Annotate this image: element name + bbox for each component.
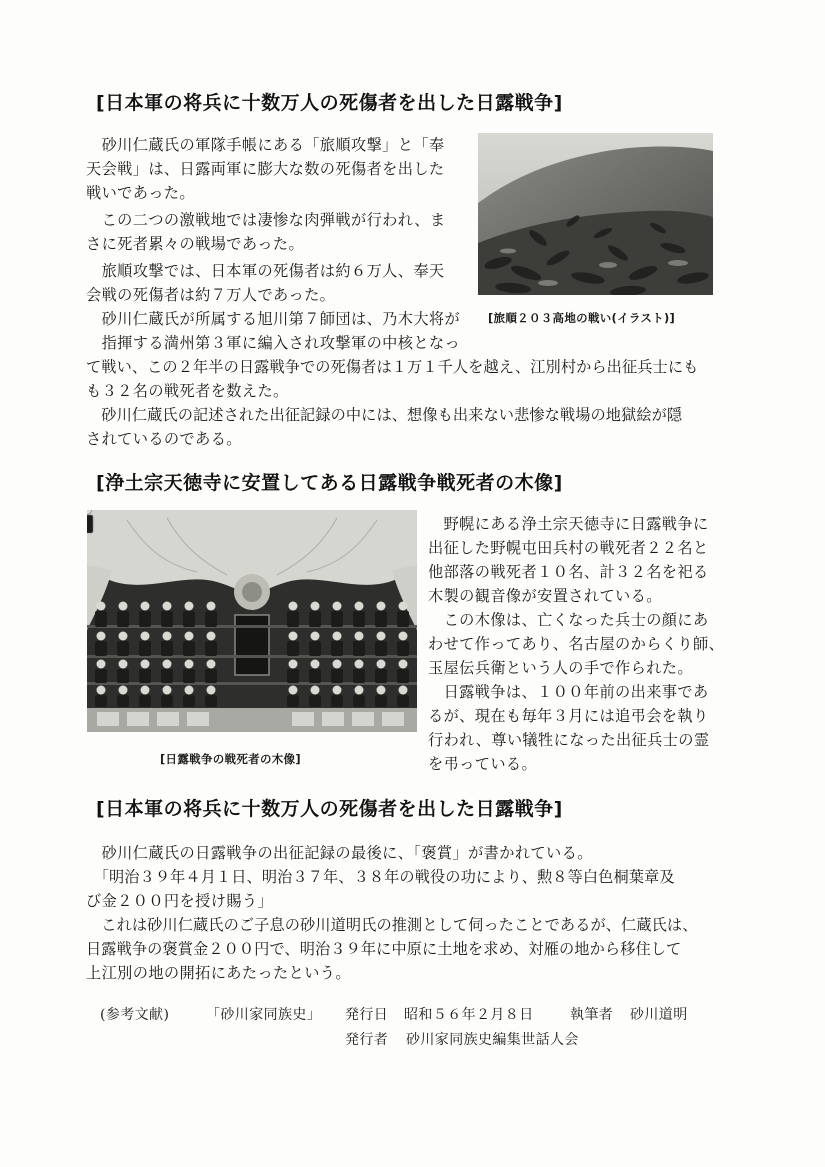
section2-line: この木像は、亡くなった兵士の顔にあ — [428, 611, 709, 629]
wooden-statues-photo — [87, 510, 417, 732]
section2-line: 木製の観音像が安置されている。 — [428, 587, 662, 605]
section1-line: 天会戦」は、日露両軍に膨大な数の死傷者を出した — [86, 160, 445, 178]
section1-line: 砂川仁蔵氏が所属する旭川第７師団は、乃木大将が — [86, 310, 461, 328]
section1-line: 指揮する満州第３軍に編入され攻撃軍の中核となっ — [86, 334, 461, 352]
section3-line: 「明治３９年４月１日、明治３７年、３８年の戦役の功により、勲８等白色桐葉章及 — [86, 868, 675, 886]
reference-publisher-label: 発行者 — [345, 1032, 389, 1048]
reference-published-label: 発行日 — [345, 1007, 389, 1023]
section3-line: 上江別の地の開拓にあたったという。 — [86, 964, 351, 982]
section3-line: び金２００円を授け賜う」 — [86, 892, 274, 910]
section2-line: を弔っている。 — [428, 755, 538, 773]
reference-publisher: 砂川家同族史編集世話人会 — [406, 1032, 579, 1048]
reference-label: (参考文献) — [100, 1007, 170, 1023]
section1-line: されているのである。 — [86, 430, 242, 448]
section1-heading: [日本軍の将兵に十数万人の死傷者を出した日露戦争] — [96, 92, 563, 114]
section2-line: 出征した野幌屯田兵村の戦死者２２名と — [428, 539, 709, 557]
section1-line: 旅順攻撃では、日本軍の死傷者は約６万人、奉天 — [86, 262, 445, 280]
section2-heading: [浄土宗天徳寺に安置してある日露戦争戦死者の木像] — [96, 472, 563, 494]
section3-heading: [日本軍の将兵に十数万人の死傷者を出した日露戦争] — [96, 798, 563, 820]
reference-author: 砂川道明 — [630, 1007, 688, 1023]
reference-author-label: 執筆者 — [570, 1007, 614, 1023]
section1-line: 戦いであった。 — [86, 184, 195, 202]
section2-line: るが、現在も毎年３月には追弔会を執り — [428, 707, 709, 725]
section3-line: これは砂川仁蔵氏のご子息の砂川道明氏の推測として伺ったことであるが、仁蔵氏は、 — [86, 916, 698, 934]
section1-line: さに死者累々の戦場であった。 — [86, 235, 305, 253]
wooden-statues-caption: [日露戦争の戦死者の木像] — [160, 752, 301, 766]
section2-line: 行われ、尊い犠牲になった出征兵士の霊 — [428, 731, 710, 749]
section1-line: 会戦の死傷者は約７万人であった。 — [86, 286, 336, 304]
section2-line: 日露戦争は、１００年前の出来事であ — [428, 683, 709, 701]
section1-line: この二つの激戦地では凄惨な肉弾戦が行われ、ま — [86, 211, 446, 229]
reference-title: 「砂川家同族史」 — [206, 1007, 322, 1023]
section3-line: 日露戦争の褒賞金２００円で、明治３９年に中原に土地を求め、対雁の地から移住して — [86, 940, 682, 958]
section2-line: 他部落の戦死者１０名、計３２名を祀る — [428, 563, 709, 581]
section1-line: 砂川仁蔵氏の記述された出征記録の中には、想像も出来ない悲惨な戦場の地獄絵が隠 — [86, 406, 683, 424]
section2-line: わせて作ってあり、名古屋のからくり師、 — [428, 635, 725, 653]
section2-line: 野幌にある浄土宗天徳寺に日露戦争に — [428, 515, 709, 533]
section1-line: て戦い、この２年半の日露戦争での死傷者は１万１千人を越え、江別村から出征兵士にも — [86, 358, 699, 376]
battle-203-hill-illustration — [478, 133, 713, 295]
battle-illustration-caption: [旅順２０３高地の戦い(イラスト)] — [488, 311, 676, 325]
section3-line: 砂川仁蔵氏の日露戦争の出征記録の最後に、「褒賞」が書かれている。 — [86, 844, 593, 862]
reference-published-date: 昭和５６年２月８日 — [404, 1007, 534, 1023]
section2-line: 玉屋伝兵衛という人の手で作られた。 — [428, 659, 693, 677]
section1-line: 砂川仁蔵氏の軍隊手帳にある「旅順攻撃」と「奉 — [86, 136, 445, 154]
section1-line: も３２名の戦死者を数えた。 — [86, 382, 289, 400]
